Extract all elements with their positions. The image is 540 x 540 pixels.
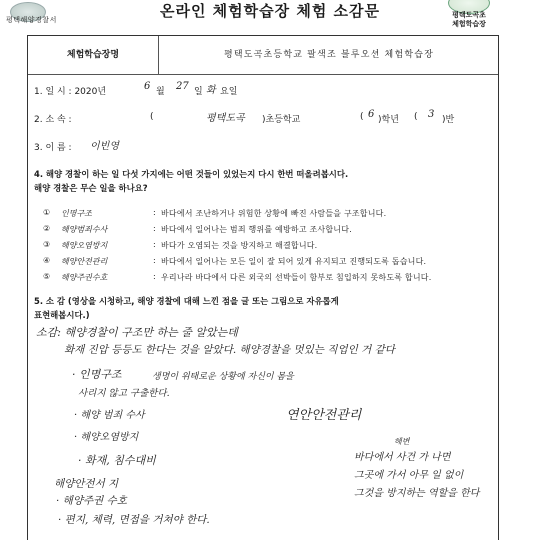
handwriting-line: 소감: 해양경찰이 구조만 하는 줄 알았는데 (36, 326, 238, 339)
class-value: 3 (428, 109, 435, 120)
grade-open: ( (360, 112, 364, 122)
duty-num: ⑤ (43, 272, 51, 281)
handwriting-line: · 해양오염방지 (74, 432, 139, 443)
duty-item (28, 224, 498, 239)
venue-row (28, 36, 498, 75)
duty-keyword: 해양범죄수사 (61, 225, 108, 234)
handwriting-line: 생명이 위태로운 상황에 자신이 몸을 (152, 372, 294, 382)
date-weekday-unit: 요일 (220, 87, 238, 97)
duty-item (28, 256, 498, 271)
org-right-line1: 평택도곡초 (452, 11, 486, 19)
duty-num: ① (43, 208, 51, 217)
duty-desc: 바다에서 일어나는 범죄 행위를 예방하고 조사합니다. (161, 225, 352, 234)
handwriting-line: 그곳에 가서 아무 일 없이 (354, 470, 464, 481)
grade-value: 6 (368, 109, 375, 120)
duty-num: ② (43, 224, 51, 233)
handwriting-line: · 편지, 체력, 면접을 거쳐야 한다. (58, 514, 210, 526)
handwriting-line: 해변 (394, 437, 410, 446)
date-weekday: 화 (206, 85, 216, 96)
handwriting-line: 사리지 않고 구출한다. (78, 388, 170, 399)
duty-keyword: 해양안전관리 (61, 257, 108, 266)
coast-guard-emblem (6, 2, 124, 30)
duty-item (28, 240, 498, 255)
duty-desc: 바다에서 조난하거나 위험한 상황에 빠진 사람들을 구조합니다. (161, 209, 387, 218)
venue-label: 체험학습장명 (28, 36, 159, 74)
form-frame (27, 35, 499, 540)
duty-num: ③ (43, 240, 51, 249)
duty-colon: : (153, 224, 156, 233)
duty-colon: : (153, 256, 156, 265)
duty-item (28, 208, 498, 223)
duty-keyword: 해양오염방지 (61, 241, 108, 250)
q4-line2: 해양 경찰은 무슨 일을 하나요? (34, 183, 148, 193)
handwriting-line: · 화재, 침수대비 (78, 454, 156, 467)
grade-unit: )학년 (378, 115, 399, 125)
affil-close: )초등학교 (262, 115, 301, 125)
venue-value: 평택도곡초등학교 팔색조 블루오션 체험학습장 (223, 50, 435, 60)
duty-keyword: 해양주권수호 (61, 273, 108, 282)
duty-colon: : (153, 240, 156, 249)
handwriting-line: 해양안전서 지 (54, 478, 119, 490)
class-open: ( (414, 112, 418, 122)
org-right-line2: 체험학습장 (452, 20, 486, 28)
handwriting-line: 연안안전관리 (286, 408, 362, 423)
school-logo (436, 0, 502, 30)
q5-line2: 표현해봅시다.) (34, 310, 90, 320)
date-month: 6 (144, 81, 151, 92)
handwriting-line: 화재 진압 등등도 한다는 것을 알았다. 해양경찰을 멋있는 직업인 거 같다 (64, 344, 395, 356)
handwriting-line: 그것을 방지하는 역할을 한다 (354, 488, 480, 499)
duty-desc: 바다가 오염되는 것을 방지하고 해결합니다. (161, 241, 318, 250)
class-unit: )반 (442, 115, 455, 125)
affil-open: ( (150, 112, 154, 122)
duty-item (28, 272, 498, 287)
q4-line1: 4. 해양 경찰이 하는 일 다섯 가지에는 어떤 것들이 있었는지 다시 한번 떠올려봅시다. (34, 169, 349, 179)
duty-desc: 우리나라 바다에서 다른 외국의 선박들이 함부로 침입하지 못하도록 합니다. (161, 273, 432, 282)
q5-line1: 5. 소 감 (영상을 시청하고, 해양 경찰에 대해 느낀 점을 글 또는 그림으로 자유롭게 (34, 296, 339, 306)
duty-colon: : (153, 272, 156, 281)
duty-keyword: 인명구조 (61, 209, 92, 218)
page-title: 온라인 체험학습장 체험 소감문 (159, 2, 381, 20)
affil-school: 평택도곡 (206, 113, 245, 124)
name-value: 이빈영 (90, 141, 119, 152)
duty-num: ④ (43, 256, 51, 265)
org-left: 평택해양경찰서 (6, 16, 57, 24)
affil-label: 2. 소 속 : (34, 115, 72, 125)
date-day: 27 (176, 81, 189, 92)
handwriting-line: · 인명구조 (72, 368, 122, 381)
date-label: 1. 일 시 : 2020년 (34, 87, 107, 97)
date-day-unit: 일 (194, 87, 203, 97)
duty-desc: 바다에서 일어나는 모든 일이 잘 되어 있게 유지되고 진행되도록 돕습니다. (161, 257, 427, 266)
duty-colon: : (153, 208, 156, 217)
handwriting-line: 바다에서 사건 가 나면 (354, 452, 451, 463)
handwriting-line: · 해양 범죄 수사 (74, 410, 145, 421)
date-month-unit: 월 (156, 87, 165, 97)
name-label: 3. 이 름 : (34, 143, 72, 153)
handwriting-line: · 해양주권 수호 (56, 495, 127, 507)
